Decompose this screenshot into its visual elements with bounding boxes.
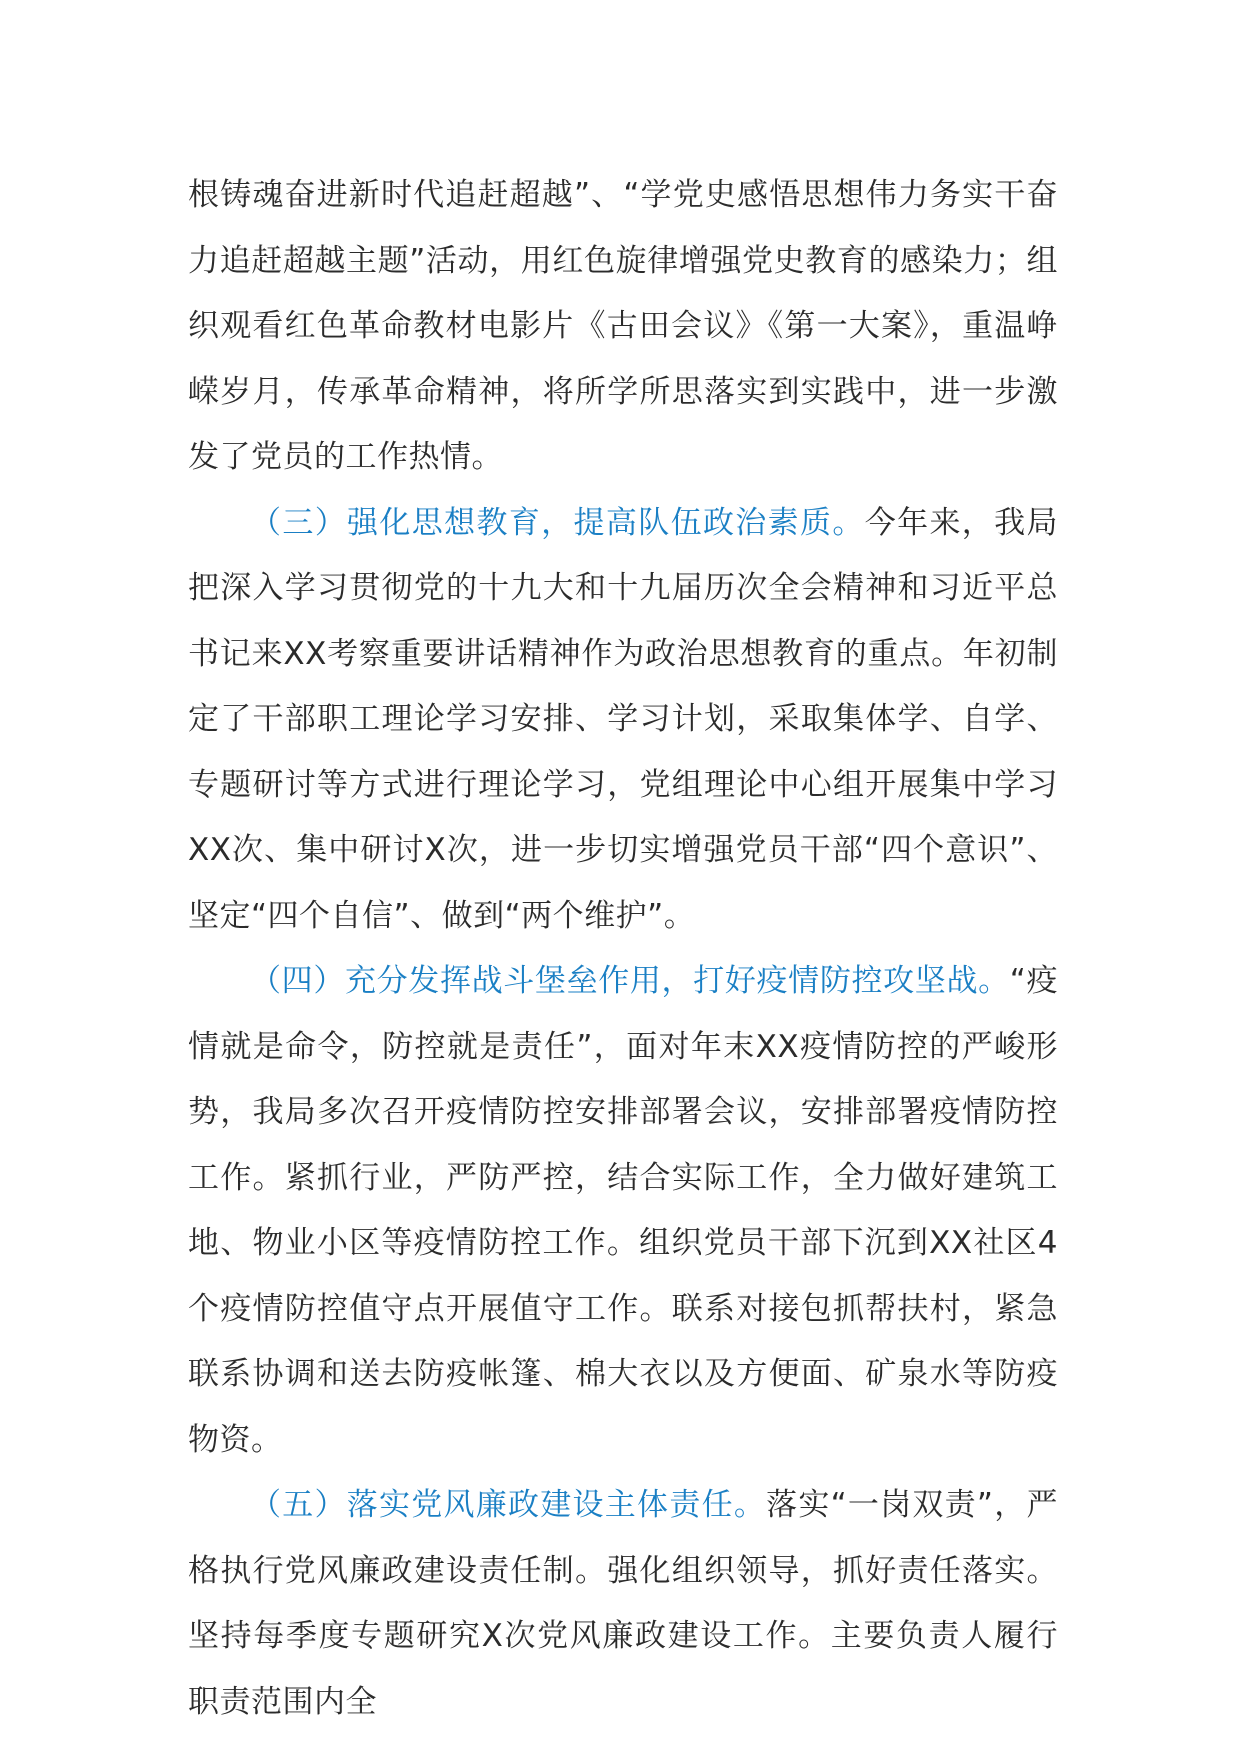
paragraph-section-4 — [188, 949, 1058, 1473]
paragraph-body: “疫情就是命令，防控就是责任”，面对年末XX疫情防控的严峻形势，我局多次召开疫情防控安排部署会议，安排部署疫情防控工作。紧抓行业，严防严控，结合实际工作，全力做好建筑工地、物业小区等疫情防控工作。组织党员干部下沉到XX社区4个疫情防控值守点开展值守工作。联系对接包抓帮扶村，紧急联系协调和送去防疫帐篷、棉大衣以及方便面、矿泉水等防疫物资。 — [188, 963, 1058, 1458]
section-heading-4: （四）充分发挥战斗堡垒作用，打好疫情防控攻坚战。 — [250, 963, 1010, 999]
paragraph-continuation — [188, 163, 1058, 491]
paragraph-body: 落实“一岗双责”，严格执行党风廉政建设责任制。强化组织领导，抓好责任落实。坚持每季度专题研究X次党风廉政建设工作。主要负责人履行职责范围内全 — [188, 1487, 1058, 1720]
document-page — [188, 163, 1058, 1735]
paragraph-section-3 — [188, 491, 1058, 950]
paragraph-body: 今年来，我局把深入学习贯彻党的十九大和十九届历次全会精神和习近平总书记来XX考察重要讲话精神作为政治思想教育的重点。年初制定了干部职工理论学习安排、学习计划，采取集体学、自学、专题研讨等方式进行理论学习，党组理论中心组开展集中学习XX次、集中研讨X次，进一步切实增强党员干部“四个意识”、坚定“四个自信”、做到“两个维护”。 — [188, 504, 1059, 934]
section-heading-5: （五）落实党风廉政建设主体责任。 — [250, 1487, 767, 1523]
section-heading-3: （三）强化思想教育，提高队伍政治素质。 — [250, 504, 865, 541]
paragraph-section-5 — [188, 1473, 1058, 1735]
paragraph-body: 根铸魂奋进新时代追赶超越”、“学党史感悟思想伟力务实干奋力追赶超越主题”活动，用红色旋律增强党史教育的感染力；组织观看红色革命教材电影片《古田会议》《第一大案》，重温峥嵘岁月，传承革命精神，将所学所思落实到实践中，进一步激发了党员的工作热情。 — [188, 177, 1058, 475]
